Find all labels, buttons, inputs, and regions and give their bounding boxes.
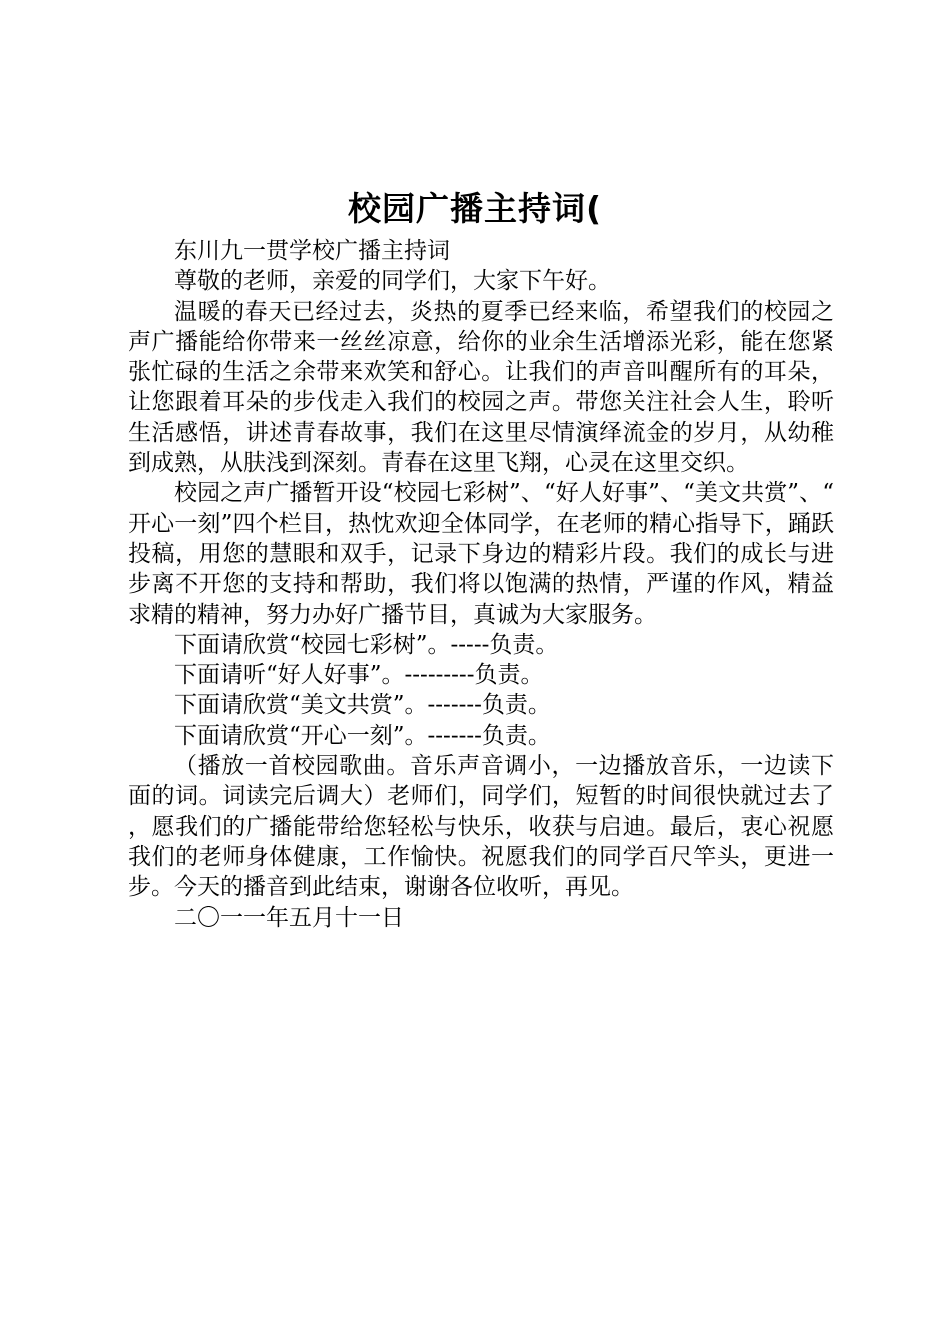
paragraph-program-columns: 校园之声广播暂开设“校园七彩树”、“好人好事”、“美文共赏”、“开心一刻”四个栏目，热忱欢迎全体同学，在老师的精心指导下，踊跃投稿，用您的慧眼和双手，记录下身边的精彩片段。我们的成长与进步离不开您的支持和帮助，我们将以饱满的热情，严谨的作风，精益求精的精神，努力办好广播节目，真诚为大家服务。 [128,480,834,628]
paragraph-segment-2: 下面请听“好人好事”。---------负责。 [174,662,544,689]
document-body [128,236,834,933]
paragraph-segment-4: 下面请欣赏“开心一刻”。-------负责。 [174,722,551,749]
paragraph-segment-1: 下面请欣赏“校园七彩树”。-----负责。 [174,631,559,658]
document-title: 校园广播主持词( [347,189,603,228]
paragraph-introduction: 温暖的春天已经过去，炎热的夏季已经来临，希望我们的校园之声广播能给你带来一丝丝凉意，给你的业余生活增添光彩，能在您紧张忙碌的生活之余带来欢笑和舒心。让我们的声音叫醒所有的耳朵，让您跟着耳朵的步伐走入我们的校园之声。带您关注社会人生，聆听生活感悟，讲述青春故事，我们在这里尽情演绎流金的岁月，从幼稚到成熟，从肤浅到深刻。青春在这里飞翔，心灵在这里交织。 [128,298,834,477]
paragraph-closing: （播放一首校园歌曲。音乐声音调小，一边播放音乐，一边读下面的词。词读完后调大）老师们，同学们，短暂的时间很快就过去了，愿我们的广播能带给您轻松与快乐，收获与启迪。最后，衷心祝愿我们的老师身体健康，工作愉快。祝愿我们的同学百尺竿头，更进一步。今天的播音到此结束，谢谢各位收听，再见。 [128,753,834,901]
paragraph-date: 二〇一一年五月十一日 [174,904,404,931]
paragraph-greeting: 尊敬的老师，亲爱的同学们，大家下午好。 [174,268,611,295]
paragraph-segment-3: 下面请欣赏“美文共赏”。-------负责。 [174,692,551,719]
paragraph-school-name: 东川九一贯学校广播主持词 [174,238,450,264]
